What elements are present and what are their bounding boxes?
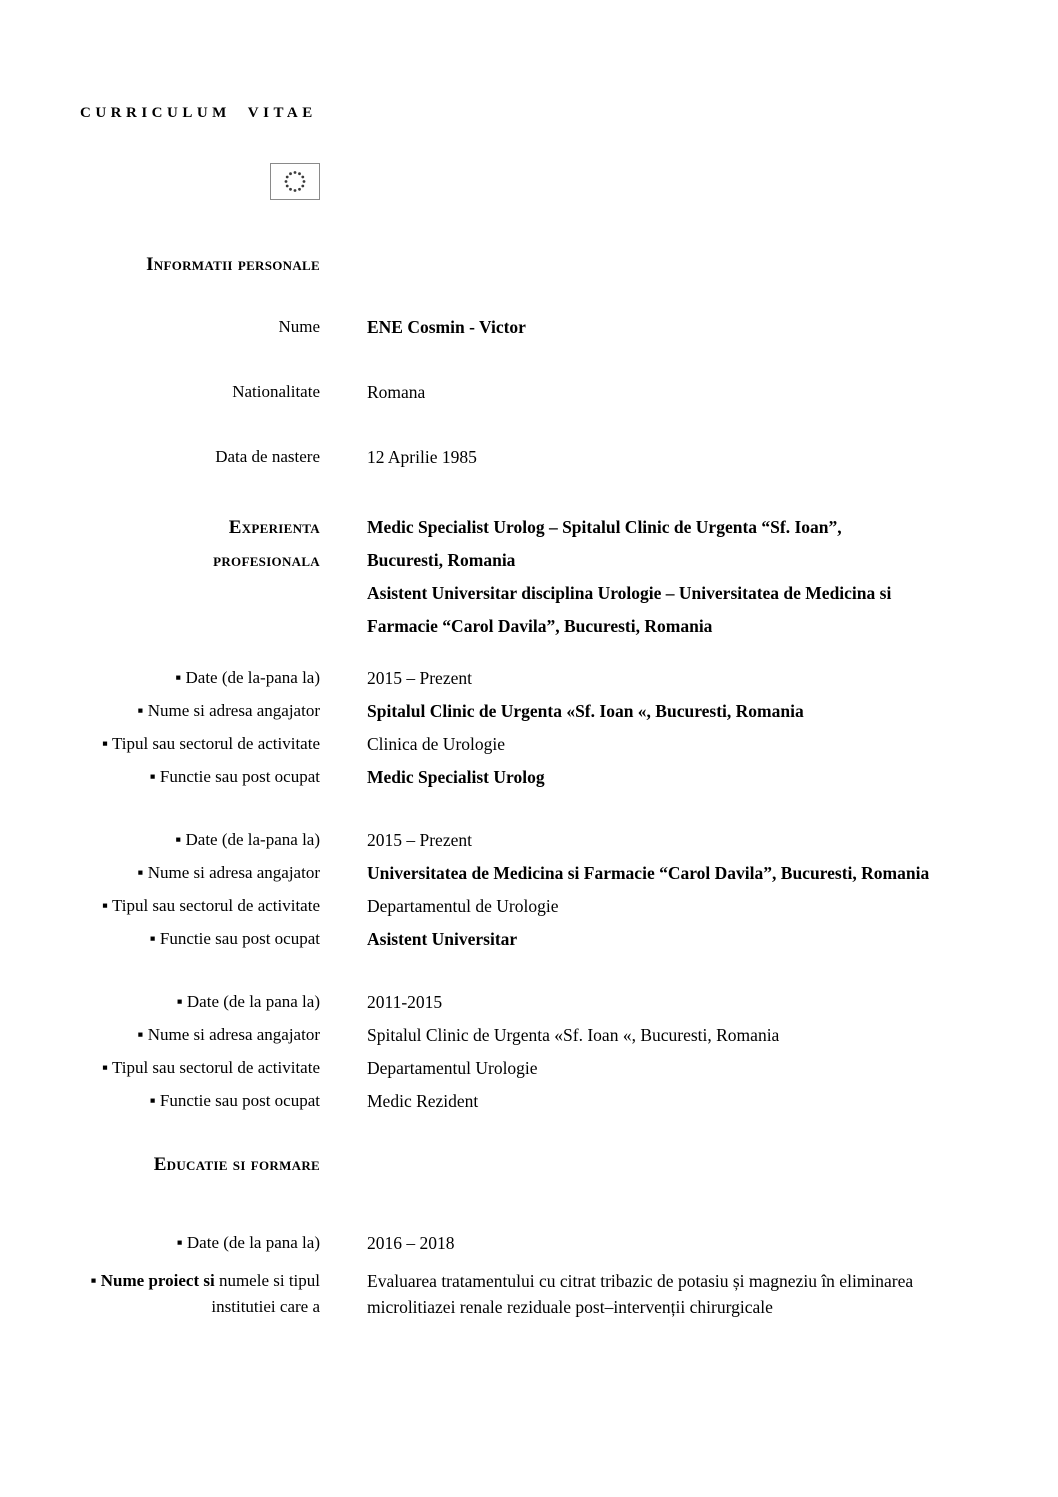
value-sector: Departamentul de Urologie — [367, 896, 559, 916]
value-sector: Clinica de Urologie — [367, 734, 506, 754]
value-employer: Spitalul Clinic de Urgenta «Sf. Ioan «, Bucuresti, Romania — [367, 1025, 780, 1045]
experience-entry-1-sector-row — [80, 731, 1003, 757]
label-employer: ▪ Nume si adresa angajator — [137, 863, 320, 882]
experience-entry-2-employer-row — [80, 860, 1003, 886]
experience-entry-1-employer-row — [80, 698, 1003, 724]
label-nume: Nume — [278, 317, 320, 336]
flag-row — [80, 163, 1003, 208]
label-sector: ▪ Tipul sau sectorul de activitate — [101, 734, 320, 753]
label-employer: ▪ Nume si adresa angajator — [137, 701, 320, 720]
label-date: ▪ Date (de la-pana la) — [175, 830, 320, 849]
value-employer: Spitalul Clinic de Urgenta «Sf. Ioan «, Bucuresti, Romania — [367, 701, 804, 721]
education-project-row — [80, 1268, 1003, 1320]
section-educatie-si-formare — [80, 1152, 1003, 1178]
experience-entry-3-sector-row — [80, 1055, 1003, 1081]
heading-experienta: Experienta — [228, 517, 320, 538]
label-date: ▪ Date (de la pana la) — [176, 992, 320, 1011]
label-date: ▪ Date (de la pana la) — [176, 1233, 320, 1252]
value-date: 2011-2015 — [367, 992, 443, 1012]
value-position: Medic Rezident — [367, 1091, 479, 1111]
label-sector: ▪ Tipul sau sectorul de activitate — [101, 1058, 320, 1077]
experience-entry-2-sector-row — [80, 893, 1003, 919]
education-date-row — [80, 1230, 1003, 1256]
value-nationalitate: Romana — [367, 382, 426, 402]
experience-entry-3-date-row — [80, 989, 1003, 1015]
label-position: ▪ Functie sau post ocupat — [149, 1091, 320, 1110]
label-project-rest: numele si tipul institutiei care a — [211, 1271, 320, 1316]
section-experienta-profesionala — [80, 511, 1003, 643]
value-date: 2015 – Prezent — [367, 668, 472, 688]
value-project: Evaluarea tratamentului cu citrat tribazic de potasiu și magneziu în eliminarea microlitiazei renale reziduale post–intervenții chirurgicale — [367, 1271, 914, 1317]
experience-entry-1-date-row — [80, 665, 1003, 691]
value-date: 2016 – 2018 — [367, 1233, 455, 1253]
label-nationalitate: Nationalitate — [232, 382, 320, 401]
label-date: ▪ Date (de la-pana la) — [175, 668, 320, 687]
label-project-bold: Nume proiect si — [100, 1271, 215, 1290]
label-project-bullet: ▪ — [90, 1271, 101, 1290]
document-title: CURRICULUM VITAE — [80, 105, 317, 121]
personal-row-data-nastere — [80, 444, 1003, 470]
label-data-nastere: Data de nastere — [215, 447, 320, 466]
experience-entry-1-position-row — [80, 764, 1003, 790]
experience-summary — [367, 511, 902, 643]
label-employer: ▪ Nume si adresa angajator — [137, 1025, 320, 1044]
experience-entry-3-employer-row — [80, 1022, 1003, 1048]
experience-summary-line-1: Medic Specialist Urolog – Spitalul Clinic de Urgenta “Sf. Ioan”, Bucuresti, Romania — [367, 517, 842, 570]
label-project — [80, 1268, 320, 1320]
section-heading-experienta-profesionala — [80, 511, 320, 577]
section-informatii-personale — [80, 252, 1003, 278]
value-position: Medic Specialist Urolog — [367, 767, 545, 787]
eu-flag-icon — [270, 163, 320, 208]
label-position: ▪ Functie sau post ocupat — [149, 929, 320, 948]
value-sector: Departamentul Urologie — [367, 1058, 538, 1078]
experience-entry-2-position-row — [80, 926, 1003, 952]
personal-row-nationalitate — [80, 379, 1003, 405]
label-sector: ▪ Tipul sau sectorul de activitate — [101, 896, 320, 915]
heading-profesionala: profesionala — [213, 550, 320, 571]
value-date: 2015 – Prezent — [367, 830, 472, 850]
value-position: Asistent Universitar — [367, 929, 518, 949]
personal-row-nume — [80, 314, 1003, 340]
experience-entry-2-date-row — [80, 827, 1003, 853]
value-nume: ENE Cosmin - Victor — [367, 317, 526, 337]
label-position: ▪ Functie sau post ocupat — [149, 767, 320, 786]
value-employer: Universitatea de Medicina si Farmacie “Carol Davila”, Bucuresti, Romania — [367, 863, 930, 883]
experience-summary-line-2: Asistent Universitar disciplina Urologie – Universitatea de Medicina si Farmacie “Carol Davila”, Bucuresti, Romania — [367, 583, 892, 636]
experience-entry-3-position-row — [80, 1088, 1003, 1114]
section-heading-informatii-personale: Informatii personale — [146, 254, 320, 275]
value-data-nastere: 12 Aprilie 1985 — [367, 447, 477, 467]
section-heading-educatie-si-formare: Educatie si formare — [153, 1154, 320, 1175]
